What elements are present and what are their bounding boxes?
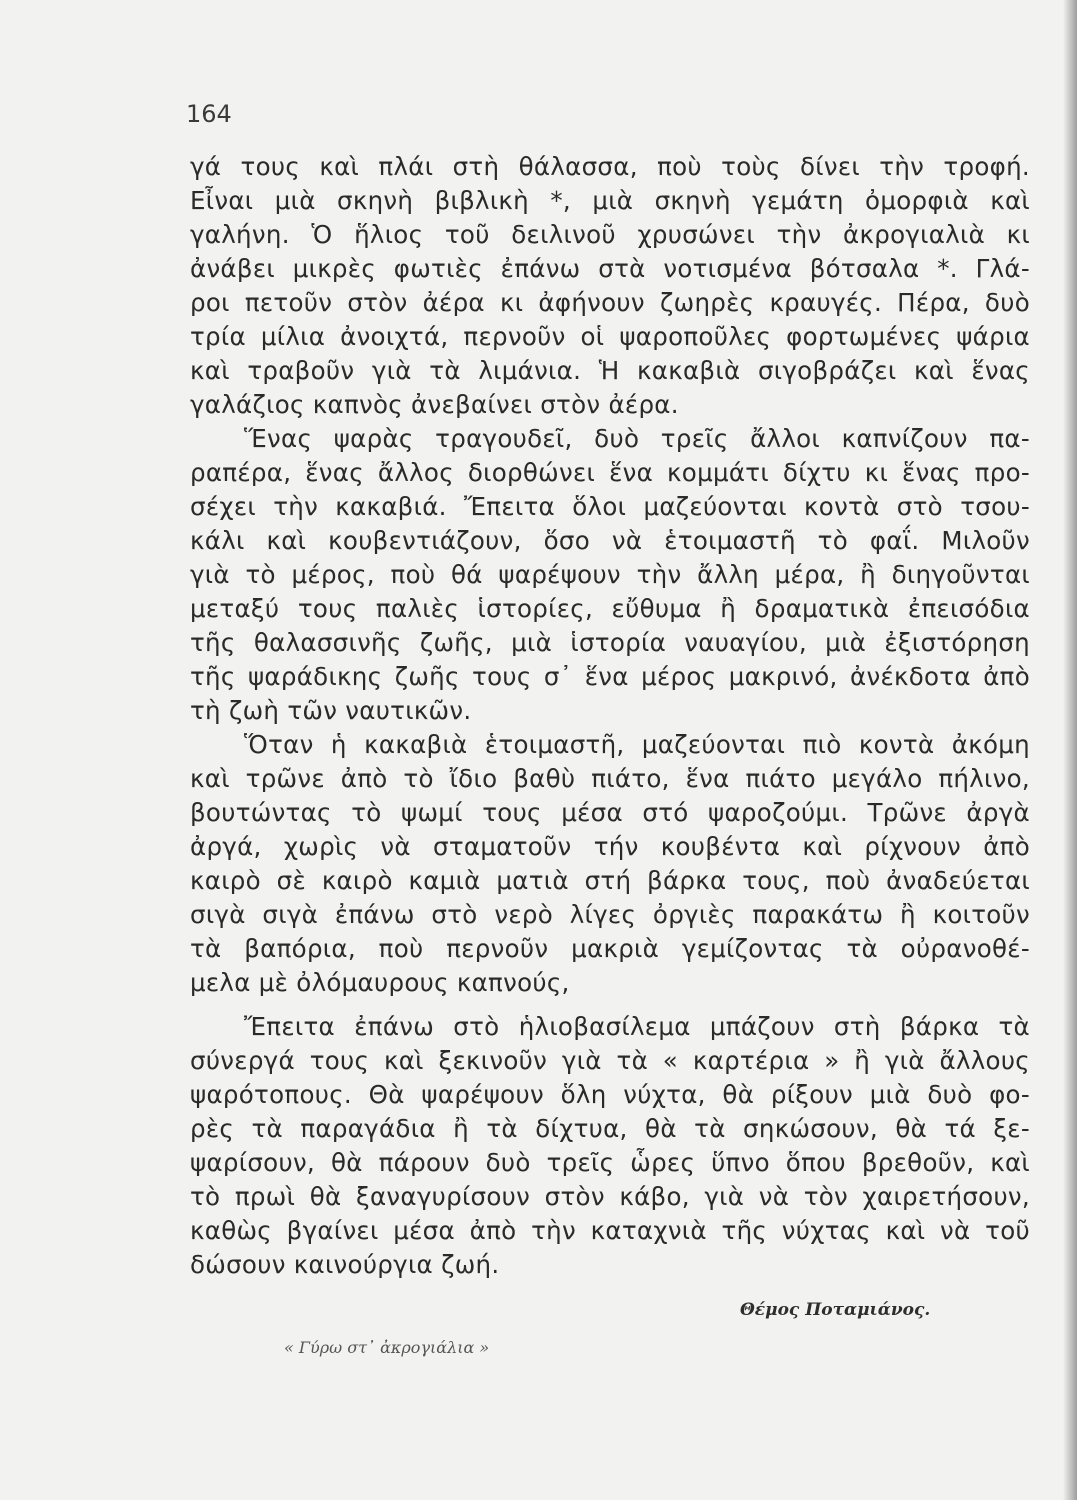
text-line: καθὼς βγαίνει μέσα ἀπὸ τὴν καταχνιὰ τῆς νύχτας καὶ νὰ τοῦ — [190, 1216, 1030, 1245]
text-line: τῆς θαλασσινῆς ζωῆς, μιὰ ἱστορία ναυαγίου, μιὰ ἐξιστόρηση — [190, 628, 1030, 657]
paragraph-2 — [190, 422, 1030, 728]
text-line: ψαρίσουν, θὰ πάρουν δυὸ τρεῖς ὧρες ὕπνο ὅπου βρεθοῦν, καὶ — [190, 1148, 1030, 1177]
text-line: Ἕνας ψαρὰς τραγουδεῖ, δυὸ τρεῖς ἄλλοι καπνίζουν πα- — [244, 424, 1030, 453]
text-line: μελα μὲ ὀλόμαυρους καπνούς, — [190, 968, 570, 997]
text-line: καιρὸ σὲ καιρὸ καμιὰ ματιὰ στή βάρκα τους, ποὺ ἀναδεύεται — [190, 866, 1030, 895]
paragraph-1 — [190, 150, 1030, 422]
text-line: ροι πετοῦν στὸν ἀέρα κι ἀφήνουν ζωηρὲς κραυγές. Πέρα, δυὸ — [190, 288, 1030, 317]
page-number: 164 — [186, 100, 232, 128]
text-line: ἀνάβει μικρὲς φωτιὲς ἐπάνω στὰ νοτισμένα βότσαλα *. Γλά- — [190, 254, 1030, 283]
text-line: καὶ τρῶνε ἀπὸ τὸ ἴδιο βαθὺ πιάτο, ἕνα πιάτο μεγάλο πήλινο, — [190, 764, 1030, 793]
text-line: βουτώντας τὸ ψωμί τους μέσα στό ψαροζούμι. Τρῶνε ἀργὰ — [190, 798, 1030, 827]
text-line: ψαρότοπους. Θὰ ψαρέψουν ὅλη νύχτα, θὰ ρίξουν μιὰ δυὸ φο- — [190, 1080, 1030, 1109]
text-line: ἀργά, χωρὶς νὰ σταματοῦν τήν κουβέντα καὶ ρίχνουν ἀπὸ — [190, 832, 1030, 861]
text-line: δώσουν καινούργια ζωή. — [190, 1250, 500, 1279]
body-text — [190, 150, 1030, 1282]
text-line: γιὰ τὸ μέρος, ποὺ θά ψαρέψουν τὴν ἄλλη μέρα, ἢ διηγοῦνται — [190, 560, 1030, 589]
text-line: σιγὰ σιγὰ ἐπάνω στὸ νερὸ λίγες ὀργιὲς παρακάτω ἢ κοιτοῦν — [190, 900, 1030, 929]
text-line: Εἶναι μιὰ σκηνὴ βιβλικὴ *, μιὰ σκηνὴ γεμάτη ὀμορφιὰ καὶ — [190, 186, 1030, 215]
text-line: τὴ ζωὴ τῶν ναυτικῶν. — [190, 696, 472, 725]
text-line: γαλήνη. Ὁ ἥλιος τοῦ δειλινοῦ χρυσώνει τὴν ἀκρογιαλιὰ κι — [190, 220, 1030, 249]
text-line: ραπέρα, ἕνας ἄλλος διορθώνει ἕνα κομμάτι δίχτυ κι ἕνας προ- — [190, 458, 1030, 487]
text-line: γά τους καὶ πλάι στὴ θάλασσα, ποὺ τοὺς δίνει τὴν τροφή. — [190, 152, 1030, 181]
source-citation: « Γύρω στ᾽ ἀκρογιάλια » — [284, 1338, 490, 1357]
text-line: γαλάζιος καπνὸς ἀνεβαίνει στὸν ἀέρα. — [190, 390, 679, 419]
text-line: τρία μίλια ἀνοιχτά, περνοῦν οἱ ψαροποῦλες φορτωμένες ψάρια — [190, 322, 1030, 351]
text-line: κάλι καὶ κουβεντιάζουν, ὅσο νὰ ἑτοιμαστῆ τὸ φαΐ. Μιλοῦν — [190, 526, 1030, 555]
text-line: ρὲς τὰ παραγάδια ἢ τὰ δίχτυα, θὰ τὰ σηκώσουν, θὰ τά ξε- — [190, 1114, 1030, 1143]
text-line: Ἔπειτα ἐπάνω στὸ ἡλιοβασίλεμα μπάζουν στὴ βάρκα τὰ — [244, 1012, 1030, 1041]
text-line: τὰ βαπόρια, ποὺ περνοῦν μακριὰ γεμίζοντας τὰ οὐρανοθέ- — [190, 934, 1030, 963]
text-line: Ὅταν ἡ κακαβιὰ ἑτοιμαστῆ, μαζεύονται πιὸ κοντὰ ἀκόμη — [244, 730, 1030, 759]
text-line: καὶ τραβοῦν γιὰ τὰ λιμάνια. Ἡ κακαβιὰ σιγοβράζει καὶ ἕνας — [190, 356, 1030, 385]
page-edge-shadow — [1063, 0, 1077, 1500]
text-line: σέχει τὴν κακαβιά. Ἔπειτα ὅλοι μαζεύονται κοντὰ στὸ τσου- — [190, 492, 1030, 521]
text-line: τὸ πρωὶ θὰ ξαναγυρίσουν στὸν κάβο, γιὰ νὰ τὸν χαιρετήσουν, — [190, 1182, 1030, 1211]
text-line: τῆς ψαράδικης ζωῆς τους σ᾽ ἕνα μέρος μακρινό, ἀνέκδοτα ἀπὸ — [190, 662, 1030, 691]
text-line: μεταξύ τους παλιὲς ἱστορίες, εὔθυμα ἢ δραματικὰ ἐπεισόδια — [190, 594, 1030, 623]
paragraph-gap — [190, 1000, 1030, 1010]
paragraph-4 — [190, 1010, 1030, 1282]
author-signature: Θέμος Ποταμιάνος. — [740, 1300, 931, 1320]
text-line: σύνεργά τους καὶ ξεκινοῦν γιὰ τὰ « καρτέρια » ἢ γιὰ ἄλλους — [190, 1046, 1030, 1075]
paragraph-3 — [190, 728, 1030, 1000]
